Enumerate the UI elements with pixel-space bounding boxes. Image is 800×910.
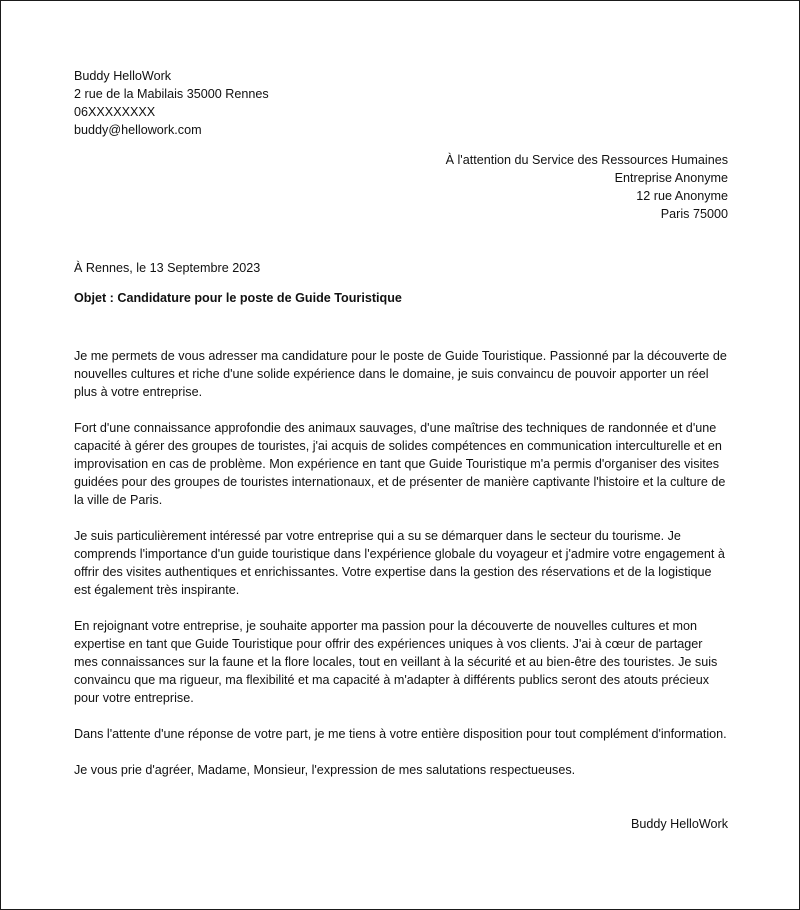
body-paragraph: Je vous prie d'agréer, Madame, Monsieur, l'expression de mes salutations respectueuses.: [74, 763, 576, 777]
letter-body: [74, 347, 728, 779]
letter-date: À Rennes, le 13 Septembre 2023: [74, 261, 261, 275]
sender-name: Buddy HelloWork: [74, 69, 172, 83]
body-paragraph: Je me permets de vous adresser ma candidature pour le poste de Guide Touristique. Passionné par la découverte de nouvelles cultures et riche d'une solide expérience dans le domaine, je suis convaincu de pouvoir apporter un réel plus à votre entreprise.: [74, 349, 727, 399]
body-paragraph: Fort d'une connaissance approfondie des animaux sauvages, d'une maîtrise des techniques de randonnée et d'une capacité à gérer des groupes de touristes, j'ai acquis de solides compétences en communication interculturelle et en improvisation en cas de problème. Mon expérience en tant que Guide Touristique m'a permis d'organiser des visites guidées pour des groupes de touristes internationaux, et de présenter de manière captivante l'histoire et la culture de la ville de Paris.: [74, 421, 726, 507]
recipient-company: Entreprise Anonyme: [614, 171, 728, 185]
body-paragraph: Dans l'attente d'une réponse de votre part, je me tiens à votre entière disposition pour tout complément d'information.: [74, 727, 727, 741]
sender-block: [74, 67, 728, 139]
recipient-street: 12 rue Anonyme: [636, 189, 728, 203]
sender-phone: 06XXXXXXXX: [74, 105, 156, 119]
recipient-attention: À l'attention du Service des Ressources Humaines: [445, 153, 728, 167]
body-paragraph: Je suis particulièrement intéressé par votre entreprise qui a su se démarquer dans le secteur du tourisme. Je comprends l'importance d'un guide touristique dans l'expérience globale du voyageur et j'admire votre engagement à offrir des visites authentiques et enrichissantes. Votre expertise dans la gestion des réservations et de la logistique est également très inspirante.: [74, 529, 725, 597]
letter-content: [74, 67, 728, 833]
recipient-city: Paris 75000: [660, 207, 728, 221]
body-paragraph: En rejoignant votre entreprise, je souhaite apporter ma passion pour la découverte de nouvelles cultures et mon expertise en tant que Guide Touristique pour offrir des expériences uniques à vos clients. J'ai à cœur de partager mes connaissances sur la faune et la flore locales, tout en veillant à la sécurité et au bien-être des touristes. Je suis convaincu que ma rigueur, ma flexibilité et ma capacité à m'adapter à différents publics seront des atouts précieux pour votre entreprise.: [74, 619, 718, 705]
sender-email: buddy@hellowork.com: [74, 123, 202, 137]
letter-subject: Objet : Candidature pour le poste de Guide Touristique: [74, 291, 402, 305]
sender-address: 2 rue de la Mabilais 35000 Rennes: [74, 87, 269, 101]
signature: Buddy HelloWork: [630, 817, 728, 831]
recipient-block: [74, 151, 728, 223]
